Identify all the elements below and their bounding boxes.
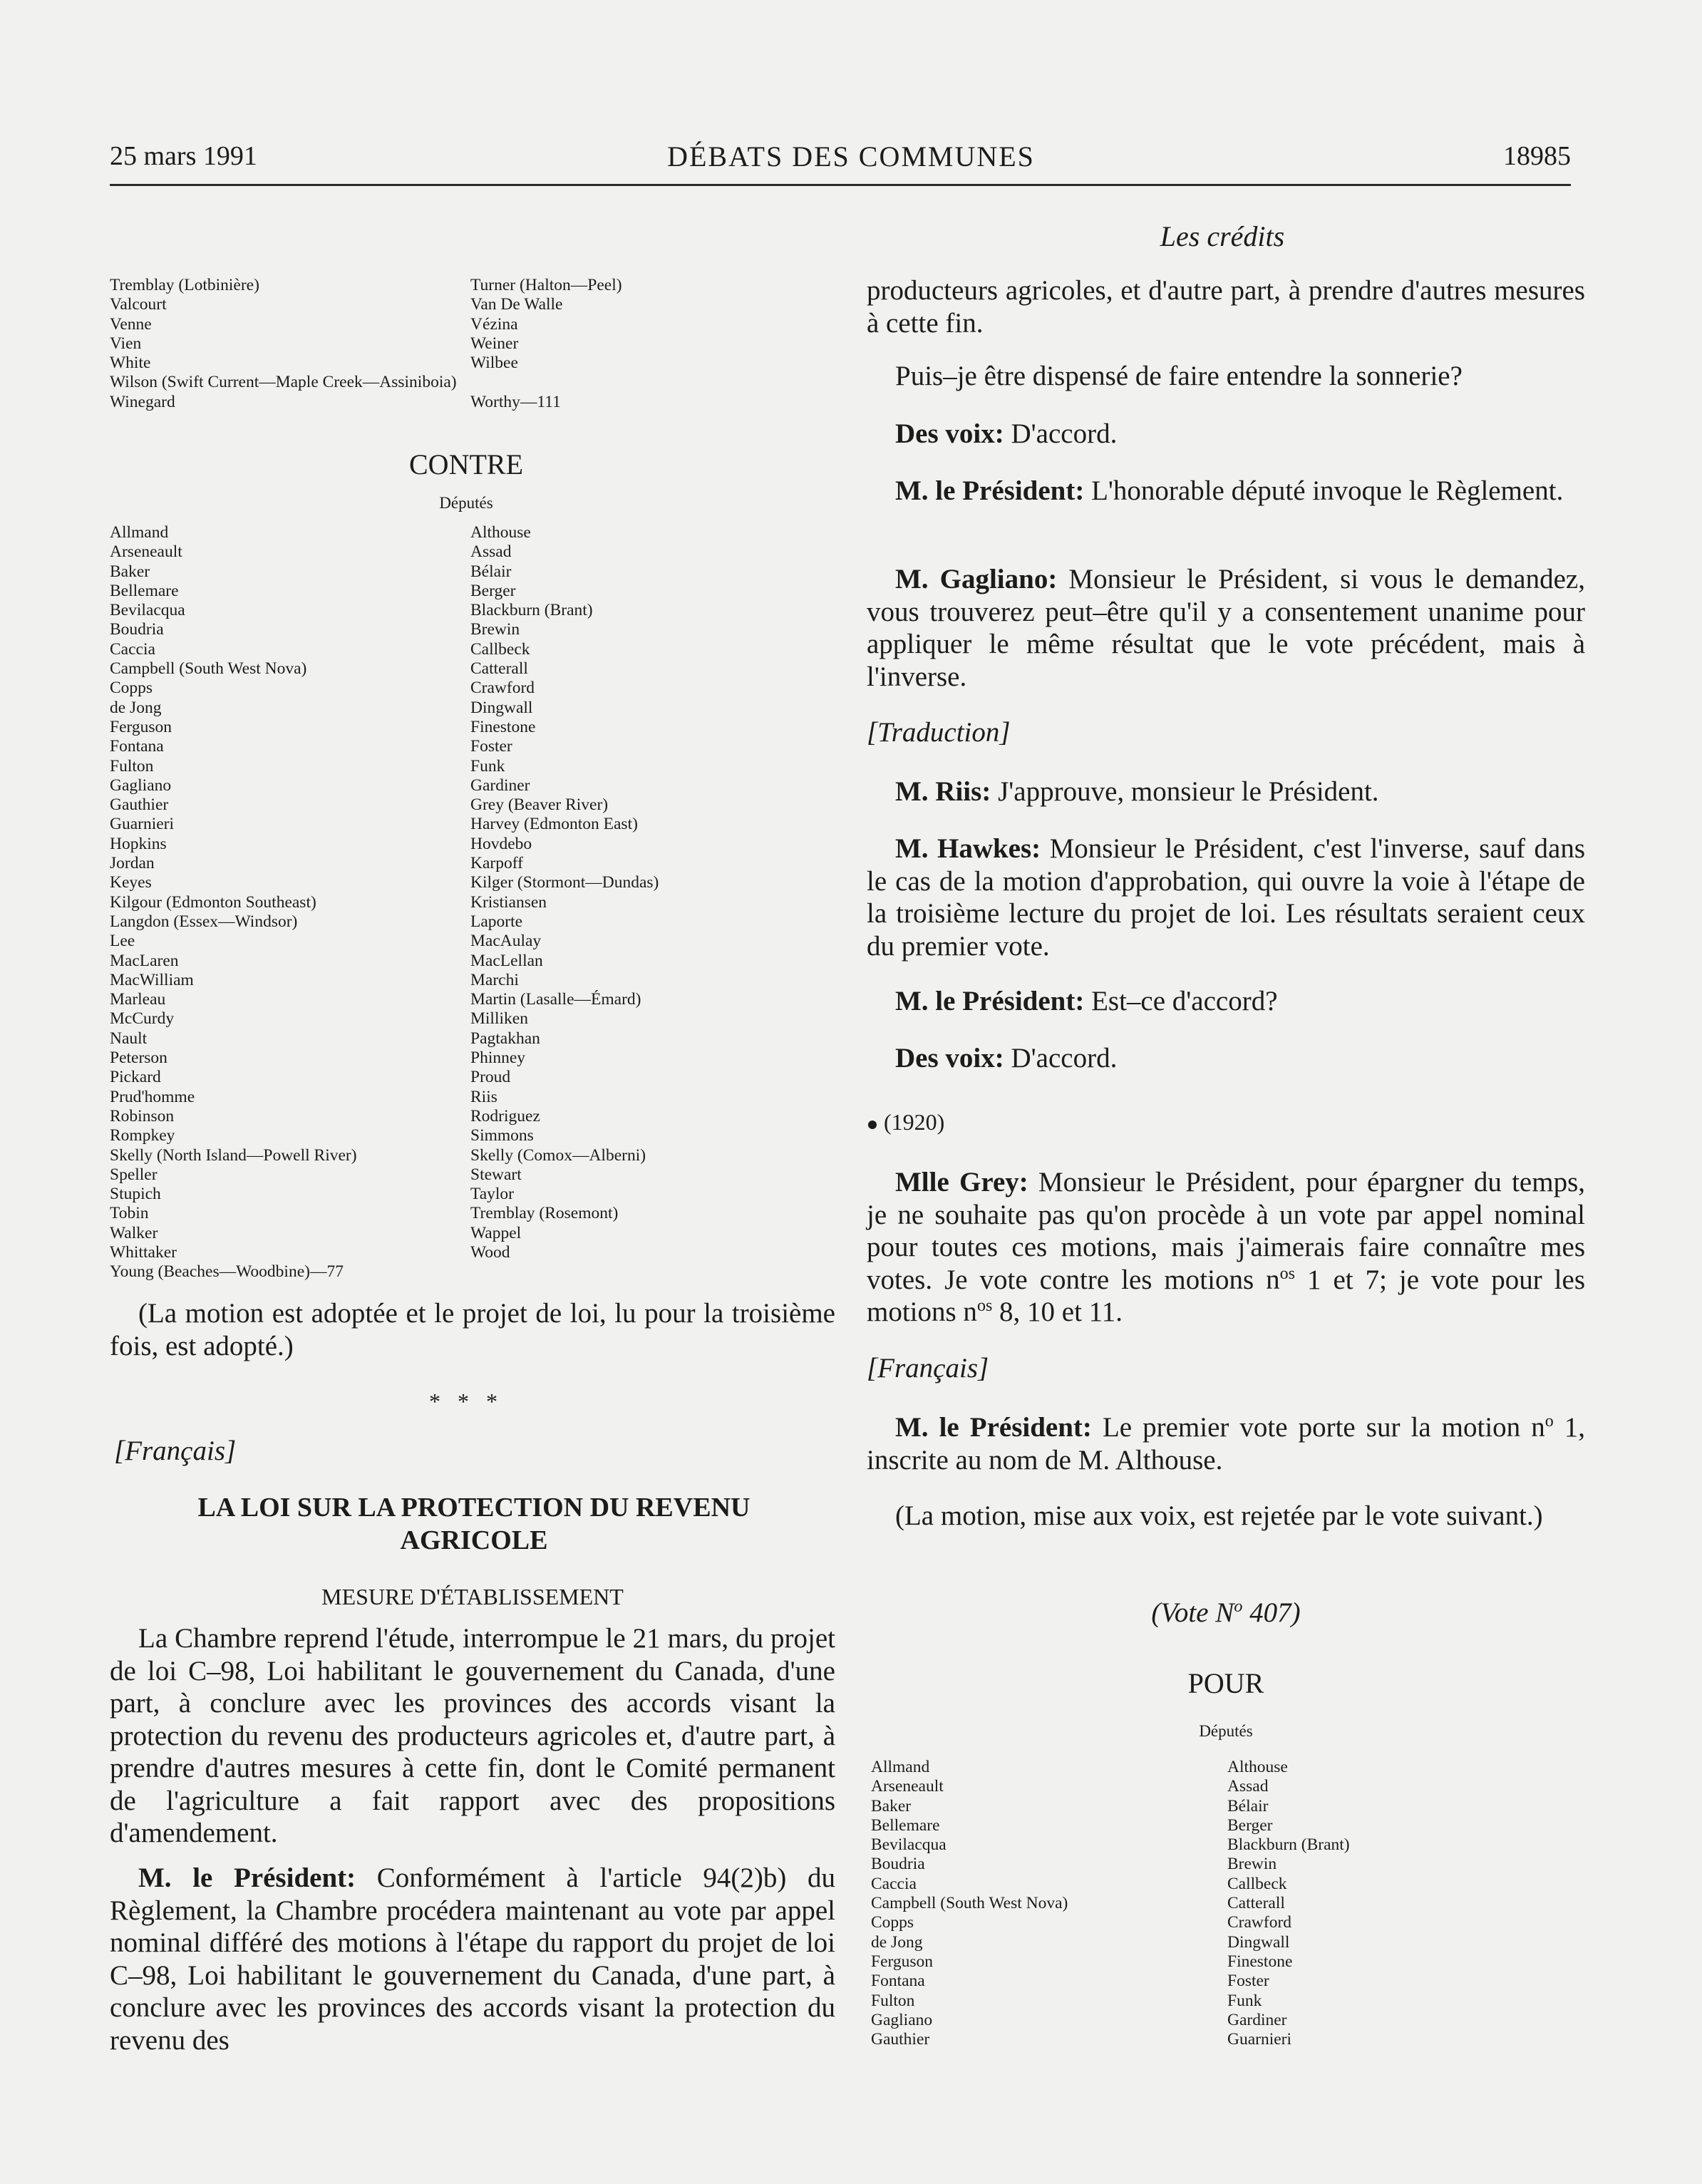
member-name [470, 373, 827, 392]
member-name: Gardiner [1227, 2010, 1287, 2029]
member-name: Guarnieri [1227, 2030, 1292, 2049]
motion-adopted: (La motion est adoptée et le projet de loi, lu pour la troisième fois, est adopté.) [110, 1298, 835, 1361]
member-name: Callbeck [1227, 1874, 1287, 1893]
member-name: MacLaren [110, 951, 179, 970]
pour-list-col1 [871, 1758, 1213, 2049]
member-name: Bellemare [110, 581, 179, 600]
member-name: Walker [110, 1223, 158, 1242]
pour-heading: POUR [1187, 1667, 1264, 1699]
r-paragraph-3: Des voix: D'accord. [895, 418, 1118, 449]
r-paragraph-2: Puis–je être dispensé de faire entendre la sonnerie? [895, 361, 1463, 391]
member-name: Marleau [110, 990, 166, 1009]
member-name: Althouse [1227, 1758, 1288, 1776]
member-name: Catterall [470, 659, 528, 679]
member-name: Milliken [470, 1009, 528, 1029]
member-name: Simmons [470, 1126, 534, 1145]
member-name: Karpoff [470, 854, 523, 873]
contre-list-col1 [110, 523, 466, 1282]
member-name: Foster [470, 737, 512, 756]
member-name: Blackburn (Brant) [470, 601, 593, 620]
top-list-col1 [110, 276, 466, 412]
bullet-icon [868, 1121, 877, 1129]
member-name: Venne [110, 314, 152, 334]
member-name: MacAulay [470, 932, 542, 951]
r-paragraph-12: Mlle Grey: Monsieur le Président, pour épargner du temps, je ne souhaite pas qu'on procède à un vote par appel nominal pour toutes ces motions, mais j'aimerais faire connaître mes votes. Je vote contre les motions $n^{os}$ 1 et 7; je vote pour les motions $n^{os}$ 8, 10 et 11. [867, 1167, 1586, 1327]
member-name: Rompkey [110, 1126, 175, 1145]
member-name: Weiner [470, 334, 519, 353]
member-name: Rodriguez [470, 1106, 540, 1126]
member-name: Crawford [470, 679, 535, 698]
member-name: Martin (Lasalle—Émard) [470, 990, 641, 1009]
member-name: Campbell (South West Nova) [110, 659, 307, 679]
member-name: Allmand [110, 523, 169, 542]
r-francais-tag: [Français] [867, 1353, 989, 1384]
member-name: Kilgour (Edmonton Southeast) [110, 892, 316, 912]
member-name: Proud [470, 1068, 511, 1087]
member-name: Allmand [871, 1758, 930, 1776]
member-name: Vien [110, 334, 142, 353]
contre-deputes-label: Députés [439, 494, 493, 512]
member-name: McCurdy [110, 1009, 175, 1029]
member-name: Arseneault [110, 542, 182, 562]
member-name: Hovdebo [470, 834, 532, 853]
member-name: Robinson [110, 1106, 175, 1126]
r-paragraph-5: M. Gagliano: Monsieur le Président, si vous le demandez, vous trouverez peut–être qu'il y a consentement unanime pour appliquer le même résultat que le vote précédent, mais à l'inverse. [867, 564, 1585, 692]
member-name: Harvey (Edmonton East) [470, 815, 638, 834]
member-name: Finestone [1227, 1952, 1293, 1971]
member-name: Skelly (Comox—Alberni) [470, 1145, 646, 1165]
member-name: MacLellan [470, 951, 543, 970]
member-name: Brewin [1227, 1855, 1277, 1874]
r-paragraph-15: (La motion, mise aux voix, est rejetée par le vote suivant.) [895, 1500, 1543, 1531]
member-name: Langdon (Essex—Windsor) [110, 912, 298, 931]
member-name: Baker [110, 562, 150, 581]
member-name: Funk [1227, 1991, 1262, 2010]
member-name: Callbeck [470, 639, 530, 659]
member-name: Copps [110, 679, 153, 698]
member-name: Taylor [470, 1185, 514, 1204]
member-name: Fontana [871, 1972, 925, 1991]
paragraph-chambre: La Chambre reprend l'étude, interrompue le 21 mars, du projet de loi C–98, Loi habilitant le gouvernement du Canada, d'une part, à conclure avec les provinces des accords visant la protection du revenu des producteurs agricoles et, d'autre part, à prendre d'autres mesures à cette fin, dont le Comité permanent de l'agriculture a fait rapport avec des propositions d'amendement. [110, 1623, 835, 1848]
r-paragraph-4: M. le Président: L'honorable député invoque le Règlement. [895, 475, 1564, 506]
member-name: Campbell (South West Nova) [871, 1894, 1068, 1913]
running-title: Les crédits [1160, 220, 1285, 252]
member-name: Whittaker [110, 1242, 177, 1262]
pour-list-col2 [1227, 1758, 1569, 2049]
member-name: MacWilliam [110, 970, 194, 989]
member-name: Bélair [470, 562, 512, 581]
pour-deputes-label: Députés [1199, 1722, 1253, 1740]
member-name: Tobin [110, 1204, 149, 1223]
member-name: de Jong [110, 698, 162, 717]
member-name: Tremblay (Rosemont) [470, 1204, 619, 1223]
member-name: Dingwall [1227, 1932, 1290, 1952]
member-name: Pickard [110, 1068, 161, 1087]
member-name: Nault [110, 1029, 148, 1048]
member-name: Baker [871, 1796, 912, 1815]
lang-tag-francais: [Français] [114, 1436, 237, 1466]
member-name: Berger [1227, 1815, 1273, 1835]
member-name: White [110, 354, 151, 373]
r-paragraph-7: M. Riis: J'approuve, monsieur le Président. [895, 776, 1379, 807]
section-title: LA LOI SUR LA PROTECTION DU REVENU AGRICOLE [197, 1493, 751, 1555]
member-name: Crawford [1227, 1913, 1292, 1932]
member-name: Turner (Halton—Peel) [470, 276, 622, 294]
r-paragraph-10: Des voix: D'accord. [895, 1043, 1118, 1073]
member-name: Jordan [110, 854, 155, 873]
member-name: Kilger (Stormont—Dundas) [470, 873, 659, 892]
member-name: Guarnieri [110, 815, 175, 834]
member-name: Worthy—111 [470, 392, 561, 411]
member-name: de Jong [871, 1932, 923, 1952]
r-paragraph-14: M. le Président: Le premier vote porte sur la motion $n^o$ 1, inscrite au nom de M. Althouse. [867, 1412, 1586, 1475]
top-list-col2 [470, 276, 827, 412]
member-name: Wilbee [470, 354, 518, 373]
r-traduction-tag: [Traduction] [867, 717, 1011, 748]
member-name: Assad [470, 542, 512, 562]
member-name: Pagtakhan [470, 1029, 540, 1048]
member-name: Valcourt [110, 295, 167, 314]
r-paragraph-9: M. le Président: Est–ce d'accord? [895, 986, 1278, 1016]
member-name: Laporte [470, 912, 523, 931]
member-name: Gagliano [871, 2010, 933, 2029]
section-subtitle: MESURE D'ÉTABLISSEMENT [321, 1584, 624, 1609]
member-name: Dingwall [470, 698, 533, 717]
member-name: Funk [470, 756, 505, 776]
member-name: Hopkins [110, 834, 167, 853]
member-name: Grey (Beaver River) [470, 795, 609, 815]
member-name: Bevilacqua [110, 601, 185, 620]
header-date: 25 mars 1991 [110, 141, 257, 171]
member-name: Stupich [110, 1185, 161, 1204]
member-name: Brewin [470, 620, 520, 639]
r-paragraph-1: producteurs agricoles, et d'autre part, à prendre d'autres mesures à cette fin. [867, 275, 1585, 339]
contre-list-col2 [470, 523, 827, 1262]
member-name: Wood [470, 1242, 510, 1262]
member-name: Finestone [470, 717, 536, 736]
member-name: Young (Beaches—Woodbine)—77 [110, 1262, 344, 1282]
member-name: Phinney [470, 1049, 526, 1068]
member-name: Caccia [110, 639, 155, 659]
member-name: Van De Walle [470, 295, 563, 314]
member-name: Bevilacqua [871, 1835, 947, 1855]
member-name: Bellemare [871, 1815, 940, 1835]
member-name: Wappel [470, 1223, 522, 1242]
member-name: Catterall [1227, 1894, 1285, 1913]
header-title: DÉBATS DES COMMUNES [667, 140, 1035, 172]
member-name: Gauthier [110, 795, 169, 815]
member-name: Skelly (North Island—Powell River) [110, 1145, 357, 1165]
r-paragraph-8: M. Hawkes: Monsieur le Président, c'est l'inverse, sauf dans le cas de la motion d'approbation, qui ouvre la voie à l'étape de la troisième lecture du projet de loi. Les résultats seraient ceux du premier vote. [867, 833, 1585, 962]
member-name: Tremblay (Lotbinière) [110, 276, 259, 294]
member-name: Althouse [470, 523, 531, 542]
member-name: Gauthier [871, 2030, 930, 2049]
paragraph-president: M. le Président: Conformément à l'article 94(2)b) du Règlement, la Chambre procédera maintenant au vote par appel nominal différé des motions à l'étape du rapport du projet de loi C–98, Loi habilitant le gouvernement du Canada, d'une part, à conclure avec les provinces des accords visant la protection du revenu des [110, 1863, 836, 2056]
header-page-number: 18985 [1503, 141, 1571, 171]
member-name: Peterson [110, 1049, 167, 1068]
r-time-marker: (1920) [868, 1109, 944, 1135]
separator: * * * [429, 1389, 503, 1414]
member-name: Boudria [110, 620, 164, 639]
speaker-label: M. le Président: [138, 1863, 356, 1893]
member-name: Caccia [871, 1874, 917, 1893]
member-name: Winegard [110, 392, 175, 411]
member-name: Assad [1227, 1777, 1269, 1796]
member-name: Stewart [470, 1165, 522, 1184]
member-name: Arseneault [871, 1777, 944, 1796]
member-name: Speller [110, 1165, 158, 1184]
vote-number: (Vote $N^o$ 407) [1151, 1597, 1301, 1628]
member-name: Riis [470, 1087, 497, 1106]
member-name: Gagliano [110, 776, 172, 795]
member-name: Prud'homme [110, 1087, 195, 1106]
member-name: Fulton [110, 756, 154, 776]
member-name: Berger [470, 581, 516, 600]
member-name: Keyes [110, 873, 152, 892]
member-name: Copps [871, 1913, 914, 1932]
member-name: Bélair [1227, 1796, 1269, 1815]
member-name: Vézina [470, 314, 518, 334]
member-name: Ferguson [110, 717, 172, 736]
member-name: Foster [1227, 1972, 1269, 1991]
member-name: Marchi [470, 970, 519, 989]
header-rule [110, 184, 1571, 186]
member-name: Lee [110, 932, 135, 951]
member-name: Boudria [871, 1855, 925, 1874]
member-name: Blackburn (Brant) [1227, 1835, 1350, 1855]
member-name: Gardiner [470, 776, 530, 795]
contre-heading: CONTRE [409, 448, 523, 480]
member-name: Kristiansen [470, 892, 547, 912]
member-name: Ferguson [871, 1952, 934, 1971]
member-name: Fulton [871, 1991, 915, 2010]
member-name: Fontana [110, 737, 164, 756]
member-name: Wilson (Swift Current—Maple Creek—Assiniboia) [110, 373, 457, 392]
